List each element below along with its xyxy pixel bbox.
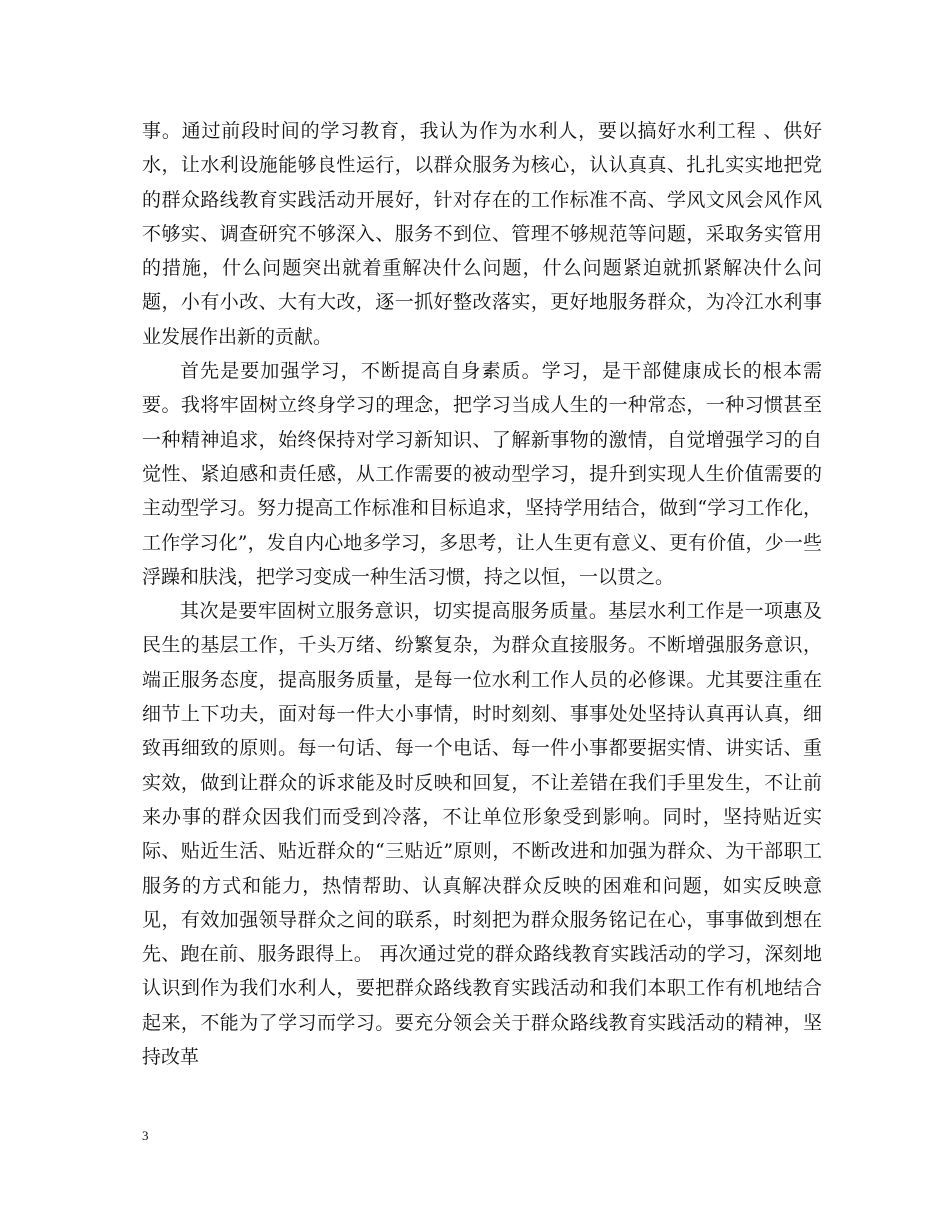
paragraph-2: 首先是要加强学习，不断提高自身素质。学习，是干部健康成长的根本需要。我将牢固树立终身学习的理念，把学习当成人生的一种常态，一种习惯甚至一种精神追求，始终保持对学习新知识、了解新事物的激情，自觉增强学习的自觉性、紧迫感和责任感，从工作需要的被动型学习，提升到实现人生价值需要的主动型学习。努力提高工作标准和目标追求，坚持学用结合，做到“学习工作化，工作学习化”，发自内心地多学习，多思考，让人生更有意义、更有价值，少一些浮躁和肤浅，把学习变成一种生活习惯，持之以恒，一以贯之。 <box>142 360 822 588</box>
paragraph-1: 事。通过前段时间的学习教育，我认为作为水利人，要以搞好水利工程 、供好水，让水利设施能够良性运行，以群众服务为核心，认认真真、扎扎实实地把党的群众路线教育实践活动开展好，针对存在的工作标准不高、学风文风会风作风不够实、调查研究不够深入、服务不到位、管理不够规范等问题，采取务实管用的措施，什么问题突出就着重解决什么问题，什么问题紧迫就抓紧解决什么问题，小有小改、大有大改，逐一抓好整改落实，更好地服务群众，为冷江水利事业发展作出新的贡献。 <box>142 120 822 348</box>
document-body <box>142 114 822 1074</box>
paragraph-3: 其次是要牢固树立服务意识，切实提高服务质量。基层水利工作是一项惠及民生的基层工作，千头万绪、纷繁复杂，为群众直接服务。不断增强服务意识，端正服务态度，提高服务质量，是每一位水利工作人员的必修课。尤其要注重在细节上下功夫，面对每一件大小事情，时时刻刻、事事处处坚持认真再认真，细致再细致的原则。每一句话、每一个电话、每一件小事都要据实情、讲实话、重实效，做到让群众的诉求能及时反映和回复，不让差错在我们手里发生，不让前来办事的群众因我们而受到冷落，不让单位形象受到影响。同时，坚持贴近实际、贴近生活、贴近群众的“三贴近”原则，不断改进和加强为群众、为干部职工服务的方式和能力，热情帮助、认真解决群众反映的困难和问题，如实反映意见，有效加强领导群众之间的联系，时刻把为群众服务铭记在心，事事做到想在先、跑在前、服务跟得上。 再次通过党的群众路线教育实践活动的学习，深刻地认识到作为我们水利人，要把群众路线教育实践活动和我们本职工作有机地结合起来，不能为了学习而学习。要充分领会关于群众路线教育实践活动的精神，坚持改革 <box>142 600 822 1069</box>
page-number: 3 <box>142 1128 149 1143</box>
